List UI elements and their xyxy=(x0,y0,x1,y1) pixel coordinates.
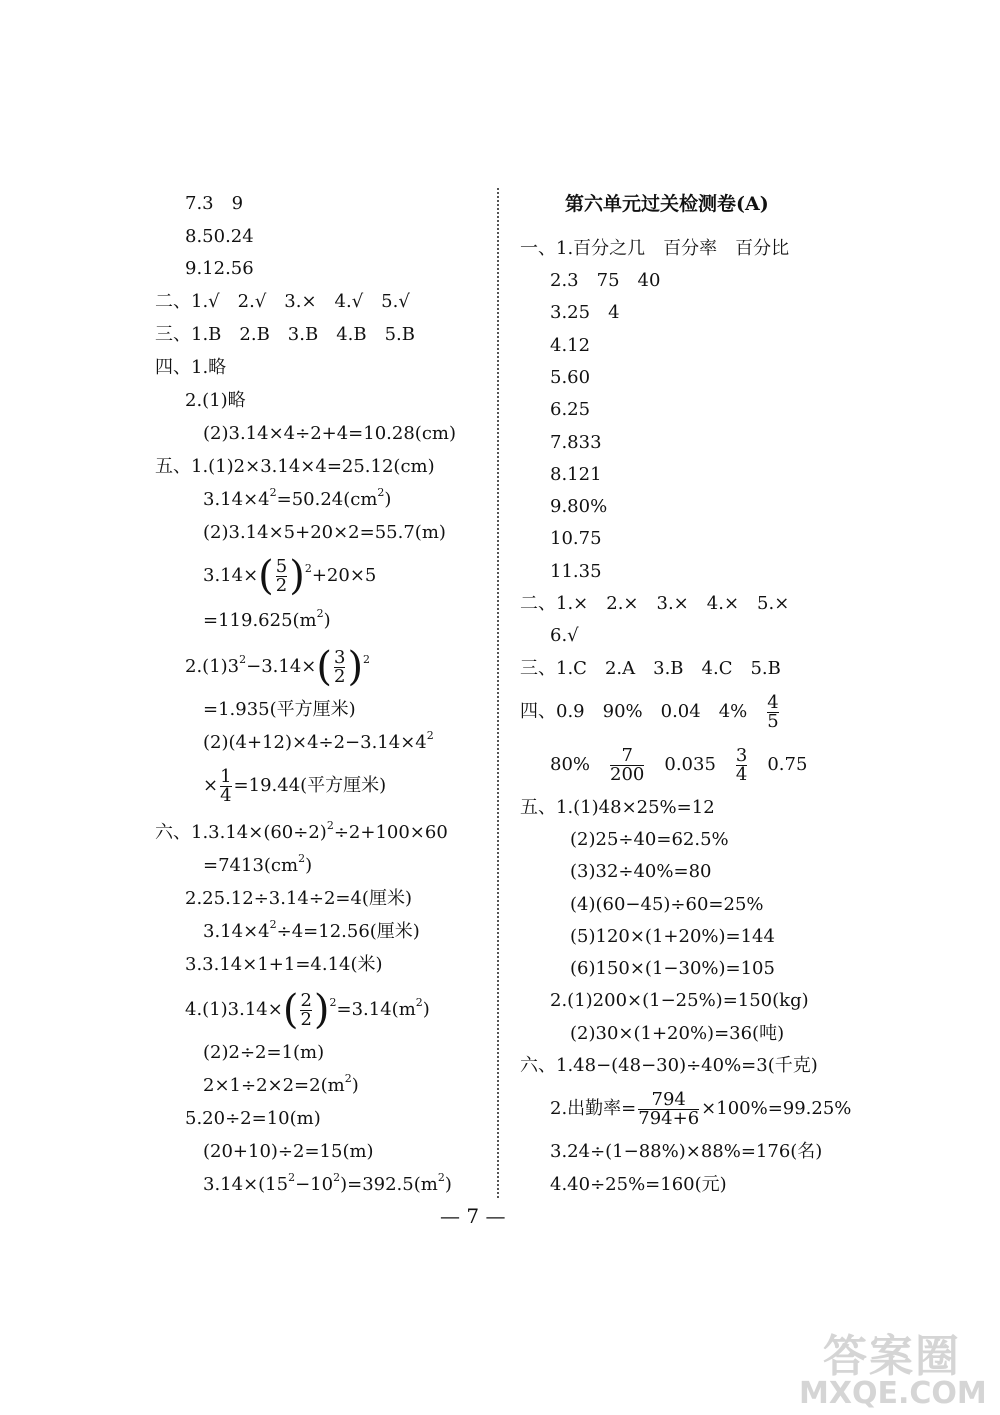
answer-line: 7.3 9 xyxy=(185,193,244,214)
answer-line: (2)30×(1+20%)=36(吨) xyxy=(570,1023,785,1044)
answer-line: 3.14×( $\frac{5}{2}$ )$^2$+20×5 xyxy=(203,553,377,599)
section-three-answers: 三、1.C 2.A 3.B 4.C 5.B xyxy=(520,658,781,679)
answer-line: 4.12 xyxy=(550,335,591,356)
fraction: $\frac{794}{794+6}$ xyxy=(638,1088,700,1129)
answer-line: (2)25÷40=62.5% xyxy=(570,829,729,850)
page-number: — 7 — xyxy=(440,1204,506,1228)
answer-line: 6.√ xyxy=(550,625,579,646)
answer-line: 3.25 4 xyxy=(550,302,620,323)
answer-line: 4.(1)3.14×( $\frac{2}{2}$ )$^2=3.14(m^2)$ xyxy=(185,987,430,1033)
fraction: $\frac{4}{5}$ xyxy=(767,691,779,732)
answer-line: (5)120×(1+20%)=144 xyxy=(570,926,775,947)
answer-line: =1.935(平方厘米) xyxy=(203,699,356,720)
answer-line: 9.80% xyxy=(550,496,608,517)
section-three-answers: 三、1.B 2.B 3.B 4.B 5.B xyxy=(155,324,416,345)
answer-line: 3.24÷(1−88%)×88%=176(名) xyxy=(550,1141,823,1162)
fraction: $\frac{2}{2}$ xyxy=(300,989,312,1030)
answer-line: (2)3.14×4÷2+4=10.28(cm) xyxy=(203,423,456,444)
answer-line: 2.(1)略 xyxy=(185,390,246,411)
watermark-url: MXQE.COM xyxy=(799,1376,987,1411)
section-five-answers: 五、1.(1)48×25%=12 xyxy=(520,797,715,818)
fraction: $\frac{3}{2}$ xyxy=(333,646,346,687)
section-one-answers: 一、1.百分之几 百分率 百分比 xyxy=(520,238,790,259)
answer-line: 9.12.56 xyxy=(185,258,254,279)
answer-line: × $\frac{1}{4}$ =19.44(平方厘米) xyxy=(203,765,387,806)
answer-line: 10.75 xyxy=(550,528,602,549)
fraction: $\frac{7}{200}$ xyxy=(610,744,645,785)
answer-line: (20+10)÷2=15(m) xyxy=(203,1141,374,1162)
answer-line: (4)(60−45)÷60=25% xyxy=(570,894,764,915)
answer-line: 6.25 xyxy=(550,399,591,420)
answer-line: 8.121 xyxy=(550,464,602,485)
answer-line: 2.(1)200×(1−25%)=150(kg) xyxy=(550,990,809,1011)
section-six-answers: 六、$1.3.14\times(60\div 2)^2\div 2+100\times 60$ xyxy=(155,819,448,843)
answer-line: $2.(1)3^2-3.14\times$( $\frac{3}{2}$ )$^2$ xyxy=(185,644,371,690)
answer-line: $=7413(cm^2)$ xyxy=(203,852,313,876)
section-four-answers: 四、1.略 xyxy=(155,357,227,378)
answer-line: 7.833 xyxy=(550,432,602,453)
answer-line: (2)3.14×5+20×2=55.7(m) xyxy=(203,522,446,543)
answer-line: (2)2÷2=1(m) xyxy=(203,1042,325,1063)
section-title: 第六单元过关检测卷(A) xyxy=(565,193,769,215)
section-four-answers: 四、0.9 90% 0.04 4% $\frac{4}{5}$ xyxy=(520,691,779,732)
answer-line: $=119.625(m^2)$ xyxy=(203,607,331,631)
answer-line: $3.14\times(15^2-10^2)=392.5(m^2)$ xyxy=(203,1171,452,1195)
answer-line: $3.14\times 4^2\div 4=12.56$(厘米) xyxy=(203,918,420,942)
answer-line: (3)32÷40%=80 xyxy=(570,861,712,882)
section-five-answers: 五、1.(1)2×3.14×4=25.12(cm) xyxy=(155,456,435,477)
section-six-answers: 六、1.48−(48−30)÷40%=3(千克) xyxy=(520,1055,818,1076)
column-divider xyxy=(497,188,499,1198)
answer-line: 5.60 xyxy=(550,367,591,388)
answer-line: 8.50.24 xyxy=(185,226,254,247)
watermark-text: 答案圈 xyxy=(823,1331,961,1382)
answer-line: 3.3.14×1+1=4.14(米) xyxy=(185,954,383,975)
answer-line: 80% $\frac{7}{200}$ 0.035 $\frac{3}{4}$ 0.75 xyxy=(550,744,808,785)
fraction: $\frac{1}{4}$ xyxy=(220,765,232,806)
answer-line: 5.20÷2=10(m) xyxy=(185,1108,321,1129)
section-two-answers: 二、1.× 2.× 3.× 4.× 5.× xyxy=(520,593,790,614)
answer-line: $2\times 1\div 2\times 2=2(m^2)$ xyxy=(203,1072,359,1096)
fraction: $\frac{3}{4}$ xyxy=(735,744,748,785)
answer-line: 2.25.12÷3.14÷2=4(厘米) xyxy=(185,888,412,909)
answer-line: $(2)(4+12)\times 4\div 2-3.14\times 4^2$ xyxy=(203,729,434,753)
answer-line: (6)150×(1−30%)=105 xyxy=(570,958,775,979)
section-two-answers: 二、1.√ 2.√ 3.× 4.√ 5.√ xyxy=(155,291,410,312)
fraction: $\frac{5}{2}$ xyxy=(275,555,288,596)
answer-line: $3.14\times 4^2=50.24(cm^2)$ xyxy=(203,486,392,510)
watermark-logo xyxy=(795,1320,995,1410)
answer-line: 2.3 75 40 xyxy=(550,270,661,291)
answer-line: 4.40÷25%=160(元) xyxy=(550,1174,727,1195)
answer-line: 2.出勤率= $\frac{794}{794+6}$ ×100%=99.25% xyxy=(550,1088,852,1129)
answer-line: 11.35 xyxy=(550,561,602,582)
